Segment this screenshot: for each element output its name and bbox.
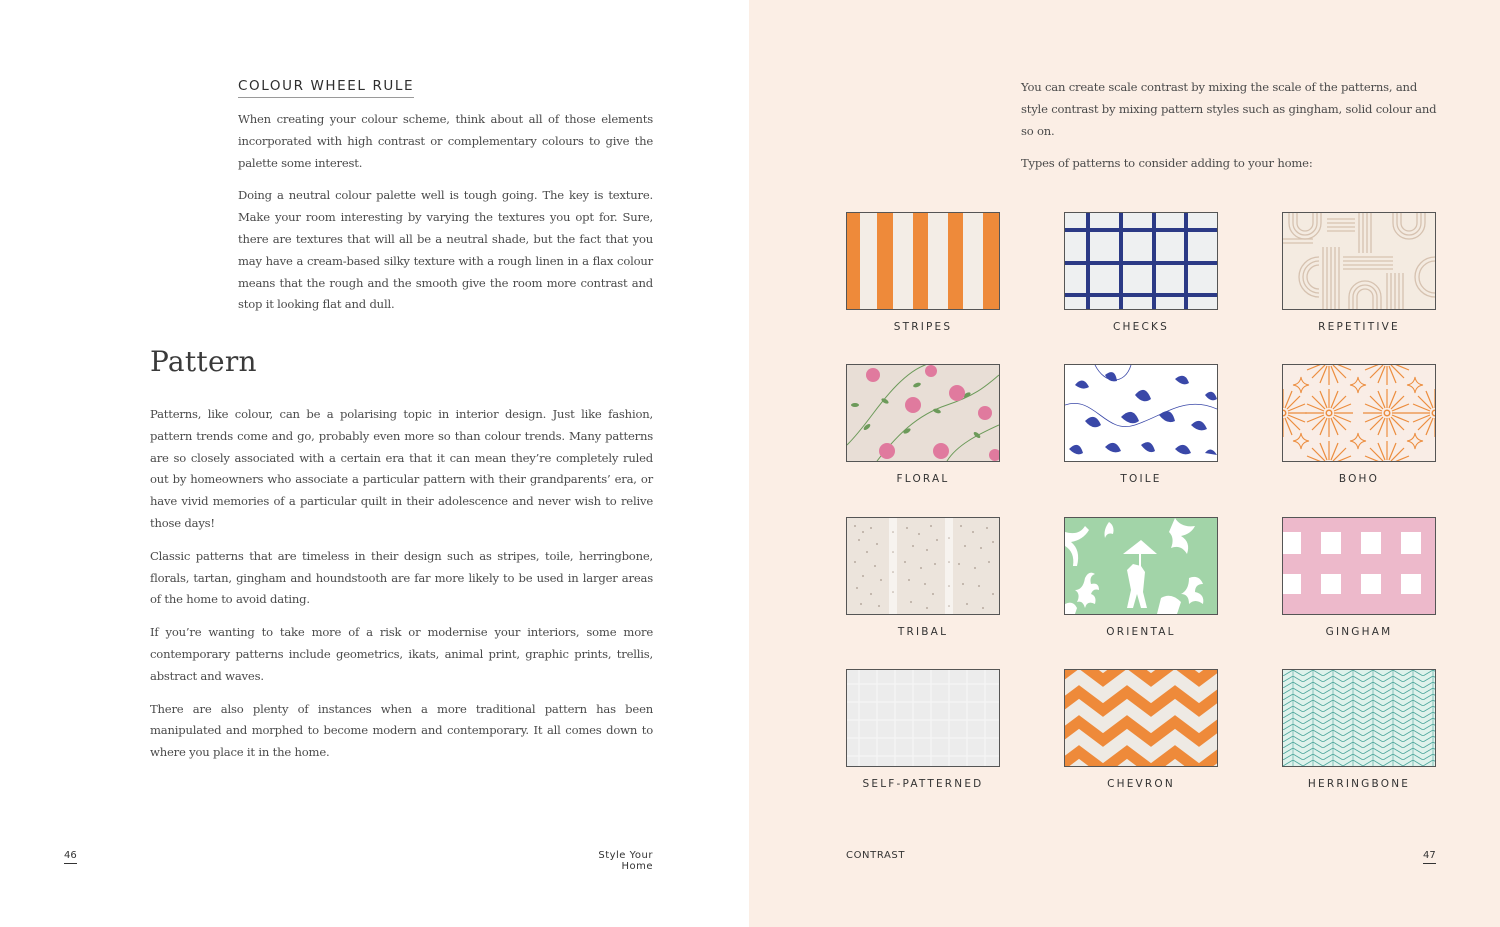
section-heading-pattern: Pattern	[150, 345, 257, 378]
running-head-left: Style Your Home	[598, 850, 653, 872]
boho-pattern-icon	[1283, 365, 1435, 461]
pattern-label: CHECKS	[1113, 321, 1169, 333]
tribal-pattern-icon	[847, 518, 999, 614]
boho-swatch-image	[1282, 364, 1436, 462]
pattern-text	[150, 404, 653, 775]
paragraph: There are also plenty of instances when a more traditional pattern has been manipulated and morphed to become modern and contemporary. It all comes down to where you place it in the home.	[150, 701, 653, 760]
colour-wheel-text	[238, 109, 653, 327]
swatch-self-patterned	[846, 669, 1000, 790]
pattern-label: STRIPES	[893, 321, 953, 333]
floral-pattern-icon	[847, 365, 999, 461]
pattern-label: TRIBAL	[897, 626, 949, 638]
gingham-pattern-icon	[1283, 518, 1435, 614]
paragraph: If you’re wanting to take more of a risk or modernise your interiors, some more contemporary patterns include geometrics, ikats, animal print, graphic prints, trellis, abstract and waves.	[150, 625, 653, 683]
swatch-toile	[1064, 364, 1218, 485]
contrast-text	[1021, 77, 1437, 186]
swatch-floral	[846, 364, 1000, 485]
repetitive-swatch-image	[1282, 212, 1436, 310]
repetitive-pattern-icon	[1283, 213, 1435, 309]
swatch-oriental	[1064, 517, 1218, 638]
page-number-left: 46	[64, 850, 77, 864]
running-head-right: CONTRAST	[846, 850, 906, 861]
swatch-herringbone	[1282, 669, 1436, 790]
self-patterned-swatch-image	[846, 669, 1000, 767]
swatch-checks	[1064, 212, 1218, 333]
stripes-swatch-image	[846, 212, 1000, 310]
gingham-swatch-image	[1282, 517, 1436, 615]
chevron-pattern-icon	[1065, 670, 1217, 766]
herringbone-swatch-image	[1282, 669, 1436, 767]
paragraph: Doing a neutral colour palette well is tough going. The key is texture. Make your room interesting by varying the textures you opt for. Sure, there are textures that will all be a neutral shade, but the fact that you may have a cream-based silky texture with a rough linen in a flax colour means that the rough and the smooth give the room more contrast and stop it looking flat and dull.	[238, 188, 653, 312]
paragraph: You can create scale contrast by mixing the scale of the patterns, and style contrast by mixing pattern styles such as gingham, solid colour and so on.	[1021, 80, 1437, 138]
checks-pattern-icon	[1065, 213, 1217, 309]
paragraph: When creating your colour scheme, think about all of those elements incorporated with high contrast or complementary colours to give the palette some interest.	[238, 112, 653, 170]
paragraph: Types of patterns to consider adding to your home:	[1021, 156, 1313, 171]
oriental-pattern-icon	[1065, 518, 1217, 614]
paragraph: Classic patterns that are timeless in their design such as stripes, toile, herringbone, florals, tartan, gingham and houndstooth are far more likely to be used in larger areas of the home to avoid dating.	[150, 548, 653, 607]
stripes-pattern-icon	[847, 213, 999, 309]
floral-swatch-image	[846, 364, 1000, 462]
oriental-swatch-image	[1064, 517, 1218, 615]
herringbone-pattern-icon	[1283, 670, 1435, 766]
pattern-label: GINGHAM	[1325, 626, 1393, 638]
swatch-tribal	[846, 517, 1000, 638]
left-page	[0, 0, 749, 927]
tribal-swatch-image	[846, 517, 1000, 615]
checks-swatch-image	[1064, 212, 1218, 310]
swatch-boho	[1282, 364, 1436, 485]
swatch-stripes	[846, 212, 1000, 333]
pattern-label: ORIENTAL	[1106, 626, 1176, 638]
pattern-label: CHEVRON	[1107, 778, 1175, 790]
pattern-label: FLORAL	[896, 473, 950, 485]
toile-swatch-image	[1064, 364, 1218, 462]
pattern-label: HERRINGBONE	[1307, 778, 1411, 790]
pattern-label: REPETITIVE	[1318, 321, 1400, 333]
pattern-label: BOHO	[1338, 473, 1380, 485]
subheading-colour-wheel-rule: COLOUR WHEEL RULE	[238, 78, 414, 98]
swatch-repetitive	[1282, 212, 1436, 333]
pattern-label: TOILE	[1120, 473, 1162, 485]
pattern-label: SELF-PATTERNED	[862, 778, 984, 790]
paragraph: Patterns, like colour, can be a polarising topic in interior design. Just like fashion, pattern trends come and go, probably even more so than colour trends. Many patterns are so closely associated with a certain era that it can mean they’re completely ruled out by homeowners who associate a particular pattern with their grandparents’ era, or have vivid memories of a particular quilt in their adolescence and never wish to relive those days!	[150, 407, 653, 530]
toile-pattern-icon	[1065, 365, 1217, 461]
swatch-chevron	[1064, 669, 1218, 790]
page-number-right: 47	[1423, 850, 1436, 864]
swatch-gingham	[1282, 517, 1436, 638]
chevron-swatch-image	[1064, 669, 1218, 767]
self-patterned-pattern-icon	[847, 670, 999, 766]
